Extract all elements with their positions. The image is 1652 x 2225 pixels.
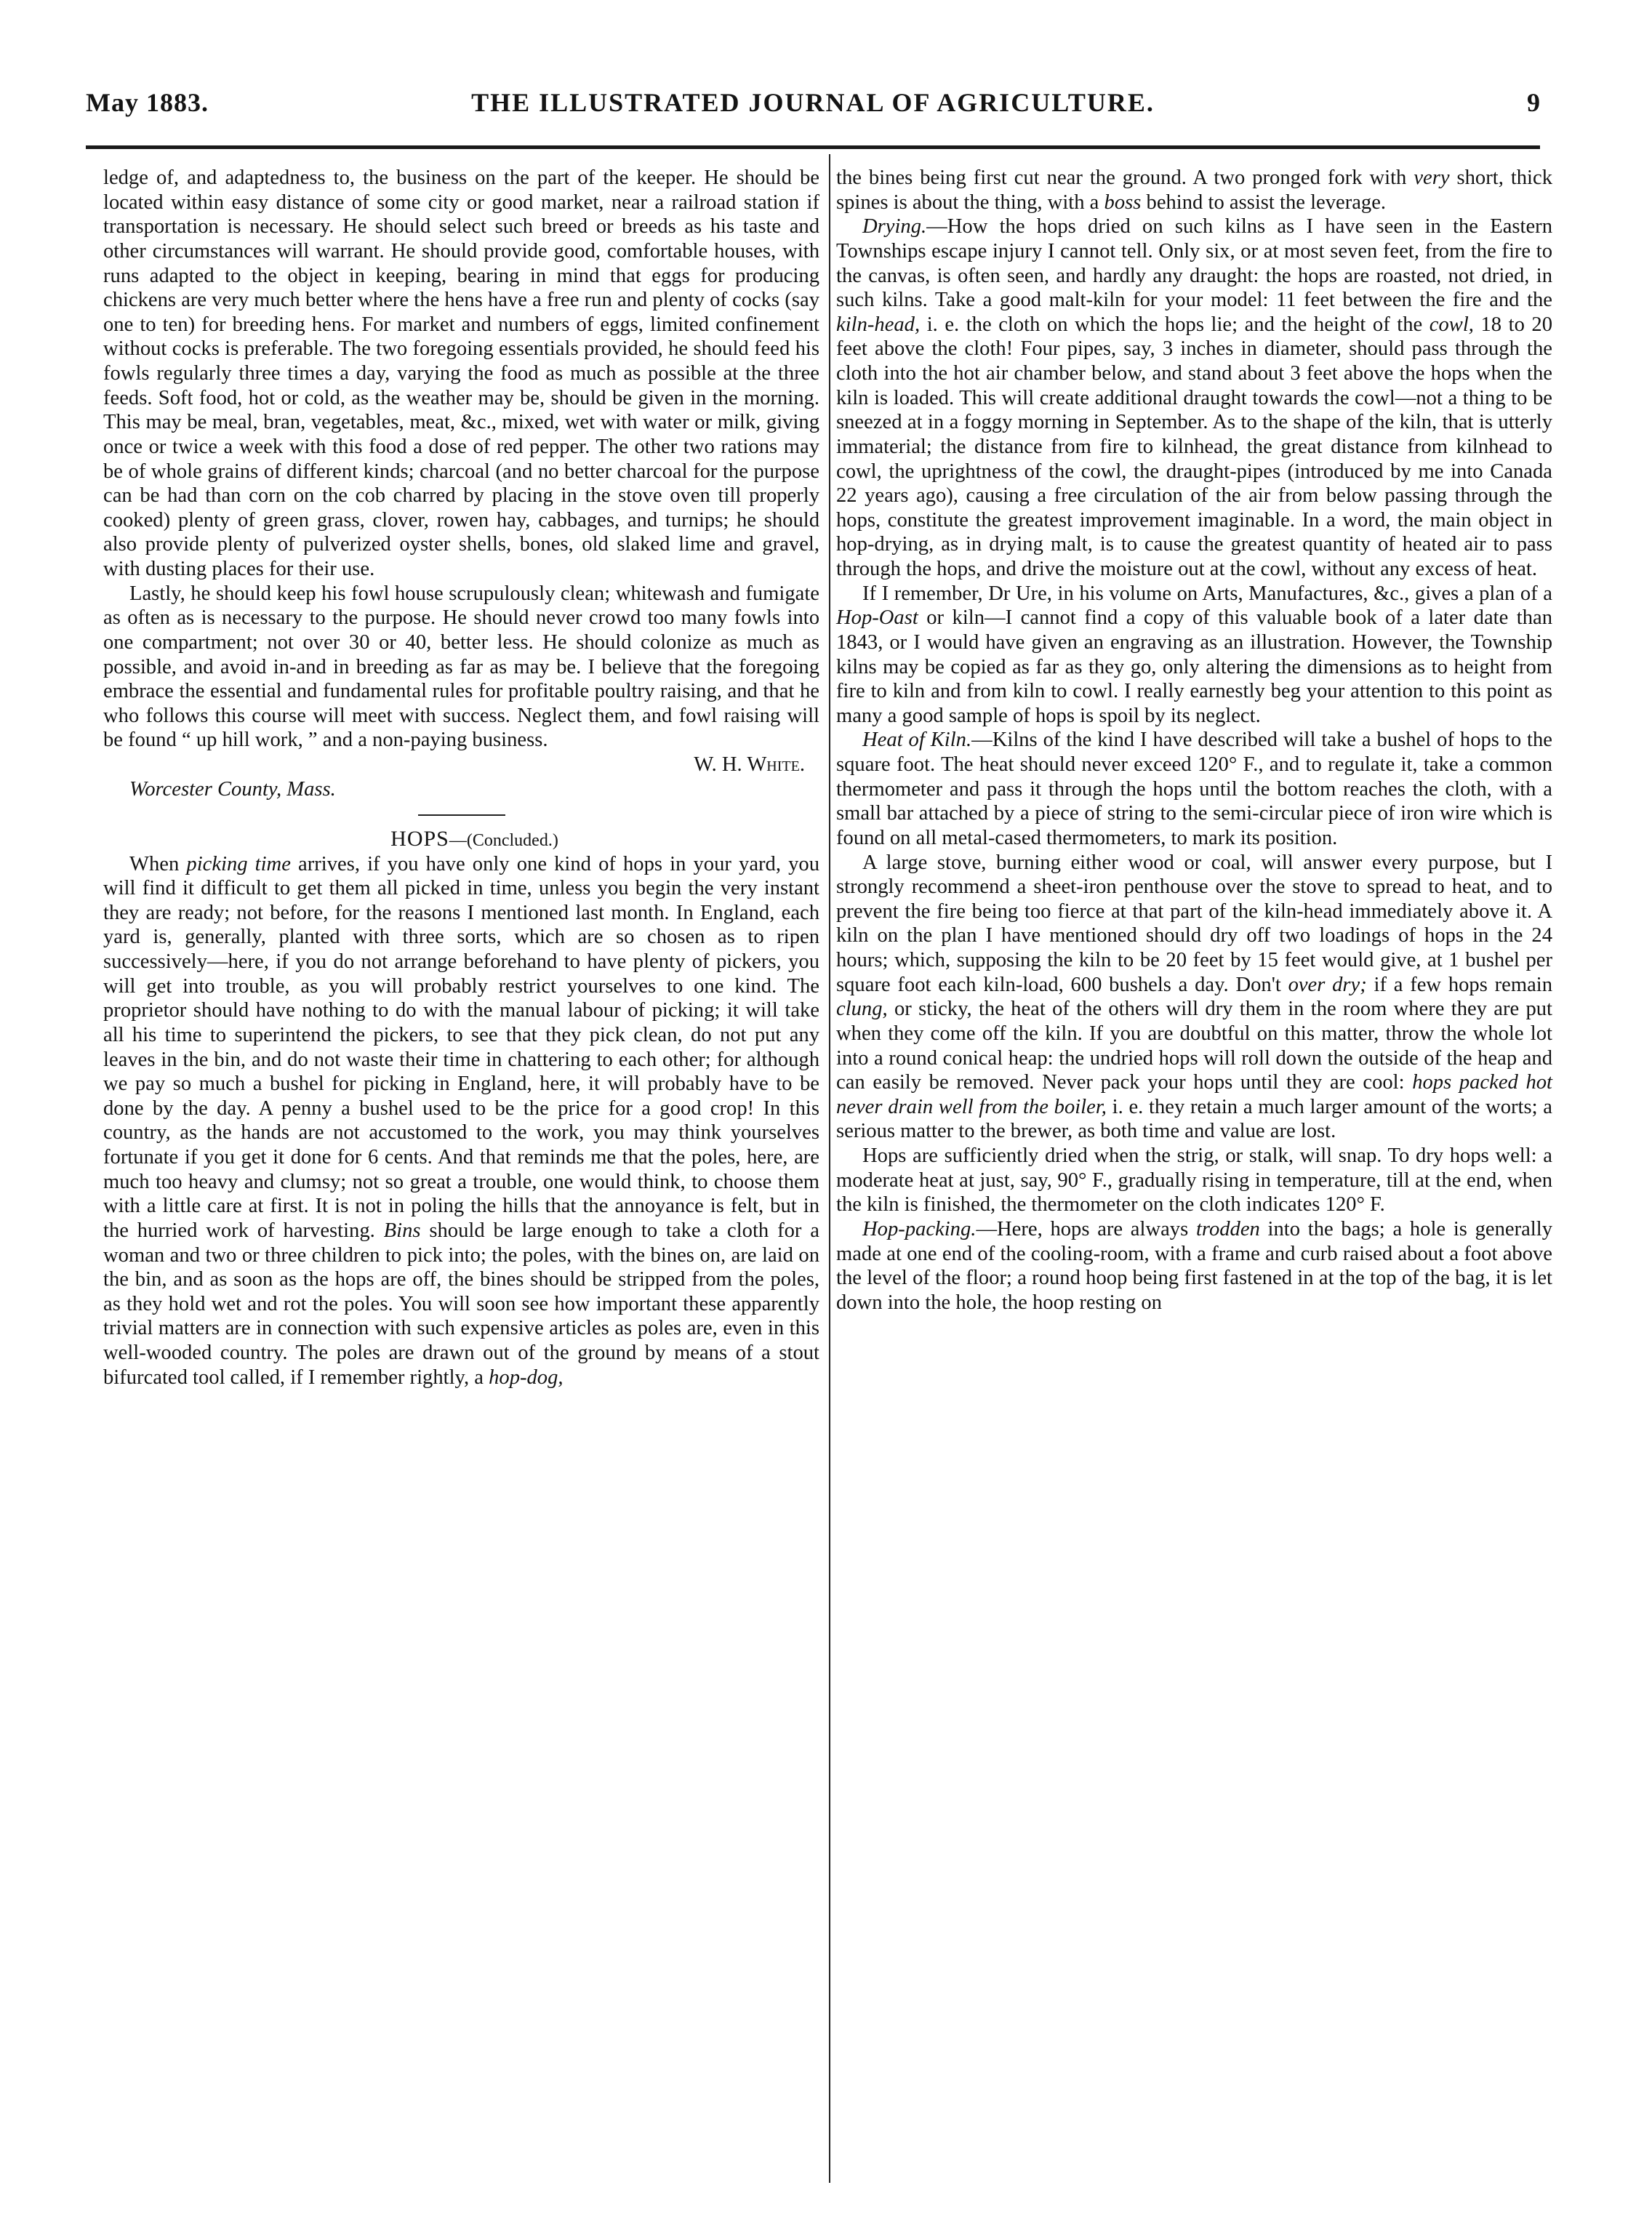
heat-of-kiln-paragraph: Heat of Kiln.—Kilns of the kind I have described will take a bushel of hops to the square foot. The heat should never exceed 120° F., and to regulate it, take a common thermometer and pass it through the hops until the bottom reaches the cloth, with a small bar attached by a piece of string to the semi-circular piece of iron wire which is found on all metal-cased thermometers, to mark its position.: [836, 729, 1552, 849]
right-column: [836, 166, 1552, 1315]
signature-line: [103, 753, 819, 777]
poultry-paragraph-2: Lastly, he should keep his fowl house scrupulously clean; whitewash and fumigate as often as is necessary to the purpose. He should never crowd too many fowls into one compartment; not over 30 or 40, better less. He should colonize as much as possible, and avoid in-and in breeding as far as may be. I believe that the foregoing embrace the essential and fundamental rules for profitable poultry raising, and that he who follows this course will meet with success. Neglect them, and fowl raising will be found “ up hill work, ” and a non-paying business.: [103, 582, 819, 752]
drying-paragraph: Drying.—How the hops dried on such kilns as I have seen in the Eastern Townships escape injury I cannot tell. Only six, or at most seven feet, from the fire to the canvas, is often seen, and hardly any draught: the hops are roasted, not dried, in such kilns. Take a good malt-kiln for your model: 11 feet between the fire and the kiln-head, i. e. the cloth on which the hops lie; and the height of the cowl, 18 to 20 feet above the cloth! Four pipes, say, 3 inches in diameter, should pass through the cloth into the hot air chamber below, and stand about 3 feet above the hops when the kiln is loaded. This will create additional draught towards the cowl—not a thing to be sneezed at in a foggy morning in September. As to the shape of the kiln, that is utterly immaterial; the distance from fire to kilnhead, the great distance from kilnhead to cowl, the uprightness of the cowl, the draught-pipes (introduced by me into Canada 22 years ago), causing a free circulation of the air from below passing through the hops, constitute the greatest improvement imaginable. In a word, the main object in hop-drying, as in drying malt, is to cause the greatest quantity of heated air to pass through the hops, and drive the moisture out at the cowl, without any excess of heat.: [836, 215, 1553, 580]
hops-heading: [103, 826, 819, 851]
hop-packing-paragraph: Hop-packing.—Here, hops are always trodden into the bags; a hole is generally made at one end of the cooling-room, with a frame and curb raised about a foot above the level of the floor; a round hoop being first fastened in at the top of the bag, it is let down into the hole, the hoop resting on: [836, 1217, 1552, 1314]
masthead: [86, 79, 1540, 122]
stove-paragraph: A large stove, burning either wood or coal, will answer every purpose, but I strongly recommend a sheet-iron penthouse over the stove to spread to heat, and to prevent the fire being too fierce at that part of the kiln-head immediately above it. A kiln on the plan I have mentioned should dry off two loadings of hops in the 24 hours; which, supposing the kiln to be 20 feet by 15 feet would give, at 1 bushel per square foot each kiln-load, 600 bushels a day. Don't over dry; if a few hops remain clung, or sticky, the heat of the others will dry them in the room where they are put when they come off the kiln. If you are doubtful on this matter, throw the whole lot into a round conical heap: the undried hops will roll down the outside of the heap and can easily be removed. Never pack your hops until they are cool: hops packed hot never drain well from the boiler, i. e. they retain a much larger amount of the worts; a serious matter to the brewer, as both time and value are lost.: [836, 851, 1553, 1143]
column-divider: [829, 154, 830, 2183]
dried-paragraph: Hops are sufficiently dried when the strig, or stalk, will snap. To dry hops well: a moderate heat at just, say, 90° F., gradually rising in temperature, till at the end, when the kiln is finished, the thermometer on the cloth indicates 120° F.: [836, 1144, 1552, 1216]
poultry-paragraph-1: ledge of, and adaptedness to, the business on the part of the keeper. He should be located within easy distance of some city or good market, near a railroad station if transportation is necessary. He should select such breed or breeds as his taste and other circumstances will warrant. He should provide good, comfortable houses, with runs adapted to the object in keeping, bearing in mind that eggs for producing chickens are very much better where the hens have a free run and plenty of cocks (say one to ten) for breeding hens. For market and numbers of eggs, limited confinement without cocks is preferable. The two foregoing essentials provided, he should feed his fowls regularly three times a day, varying the food as much as possible at the three feeds. Soft food, hot or cold, as the weather may be, should be given in the morning. This may be meal, bran, vegetables, meat, &c., mixed, wet with water or milk, giving once or twice a week with this food a dose of red pepper. The other two rations may be of whole grains of different kinds; charcoal (and no better charcoal for the purpose can be had than corn on the cob charred by placing in the stove oven till properly cooked) plenty of green grass, clover, rowen hay, cabbages, and turnips; he should also provide plenty of pulverized oyster shells, bones, old slaked lime and gravel, with dusting places for their use.: [103, 167, 819, 580]
hop-oast-paragraph: If I remember, Dr Ure, in his volume on Arts, Manufactures, &c., gives a plan of a Hop-Oast or kiln—I cannot find a copy of this valuable book of a later date than 1843, or I would have given an engraving as an illustration. However, the Township kilns may be copied as far as they go, only altering the dimensions as to height from fire to kiln and from kiln to cowl. I really earnestly beg your attention to this point as many a good sample of hops is spoil by its neglect.: [836, 582, 1552, 727]
issue-date: May 1883.: [86, 88, 209, 117]
author-location: Worcester County, Mass.: [129, 777, 336, 801]
page-number: 9: [1527, 88, 1540, 117]
author-signature: W. H. White.: [694, 753, 805, 776]
journal-title: THE ILLUSTRATED JOURNAL OF AGRICULTURE.: [471, 88, 1155, 117]
hops-paragraph-1: When picking time arrives, if you have only one kind of hops in your yard, you will find it difficult to get them all picked in time, unless you begin the very instant they are ready; not before, for the reasons I mentioned last month. In England, each yard is, generally, planted with three sorts, which are so chosen as to ripen successively—here, if you do not arrange beforehand to have plenty of pickers, you will get into trouble, as you will probably restrict yourselves to one kind. The proprietor should have nothing to do with the manual labour of picking; it will take all his time to superintend the pickers, to see that they pick clean, do not put any leaves in the bin, and do not waste their time in chattering to each other; for although we pay so much a bushel for picking in England, here, it will probably have to be done by the day. A penny a bushel used to be the price for a good crop! In this country, as the hands are not accustomed to the work, you may think yourselves fortunate if you get it done for 6 cents. And that reminds me that the poles, here, are much too heavy and clumsy; not so great a trouble, one would think, to choose them with a little care at first. It is not in poling the hills that the annoyance is felt, but in the hurried work of harvesting. Bins should be large enough to take a cloth for a woman and two or three children to pick into; the poles, with the bines on, are laid on the bin, and as soon as the hops are off, the bines should be stripped from the poles, as they hold wet and rot the poles. You will soon see how important these apparently trivial matters are in connection with such expensive articles as poles are, even in this well-wooded country. The poles are drawn out of the ground by means of a stout bifurcated tool called, if I remember rightly, a hop-dog,: [103, 852, 819, 1389]
hops-heading-title: HOPS: [390, 827, 449, 851]
header-rule: [86, 145, 1540, 149]
hops-paragraph-continued: the bines being first cut near the ground. A two pronged fork with very short, thick spines is about the thing, with a boss behind to assist the leverage.: [836, 167, 1552, 214]
hops-heading-sub: —(Concluded.): [449, 831, 558, 851]
left-column: [103, 166, 819, 1390]
section-rule: [418, 814, 505, 816]
